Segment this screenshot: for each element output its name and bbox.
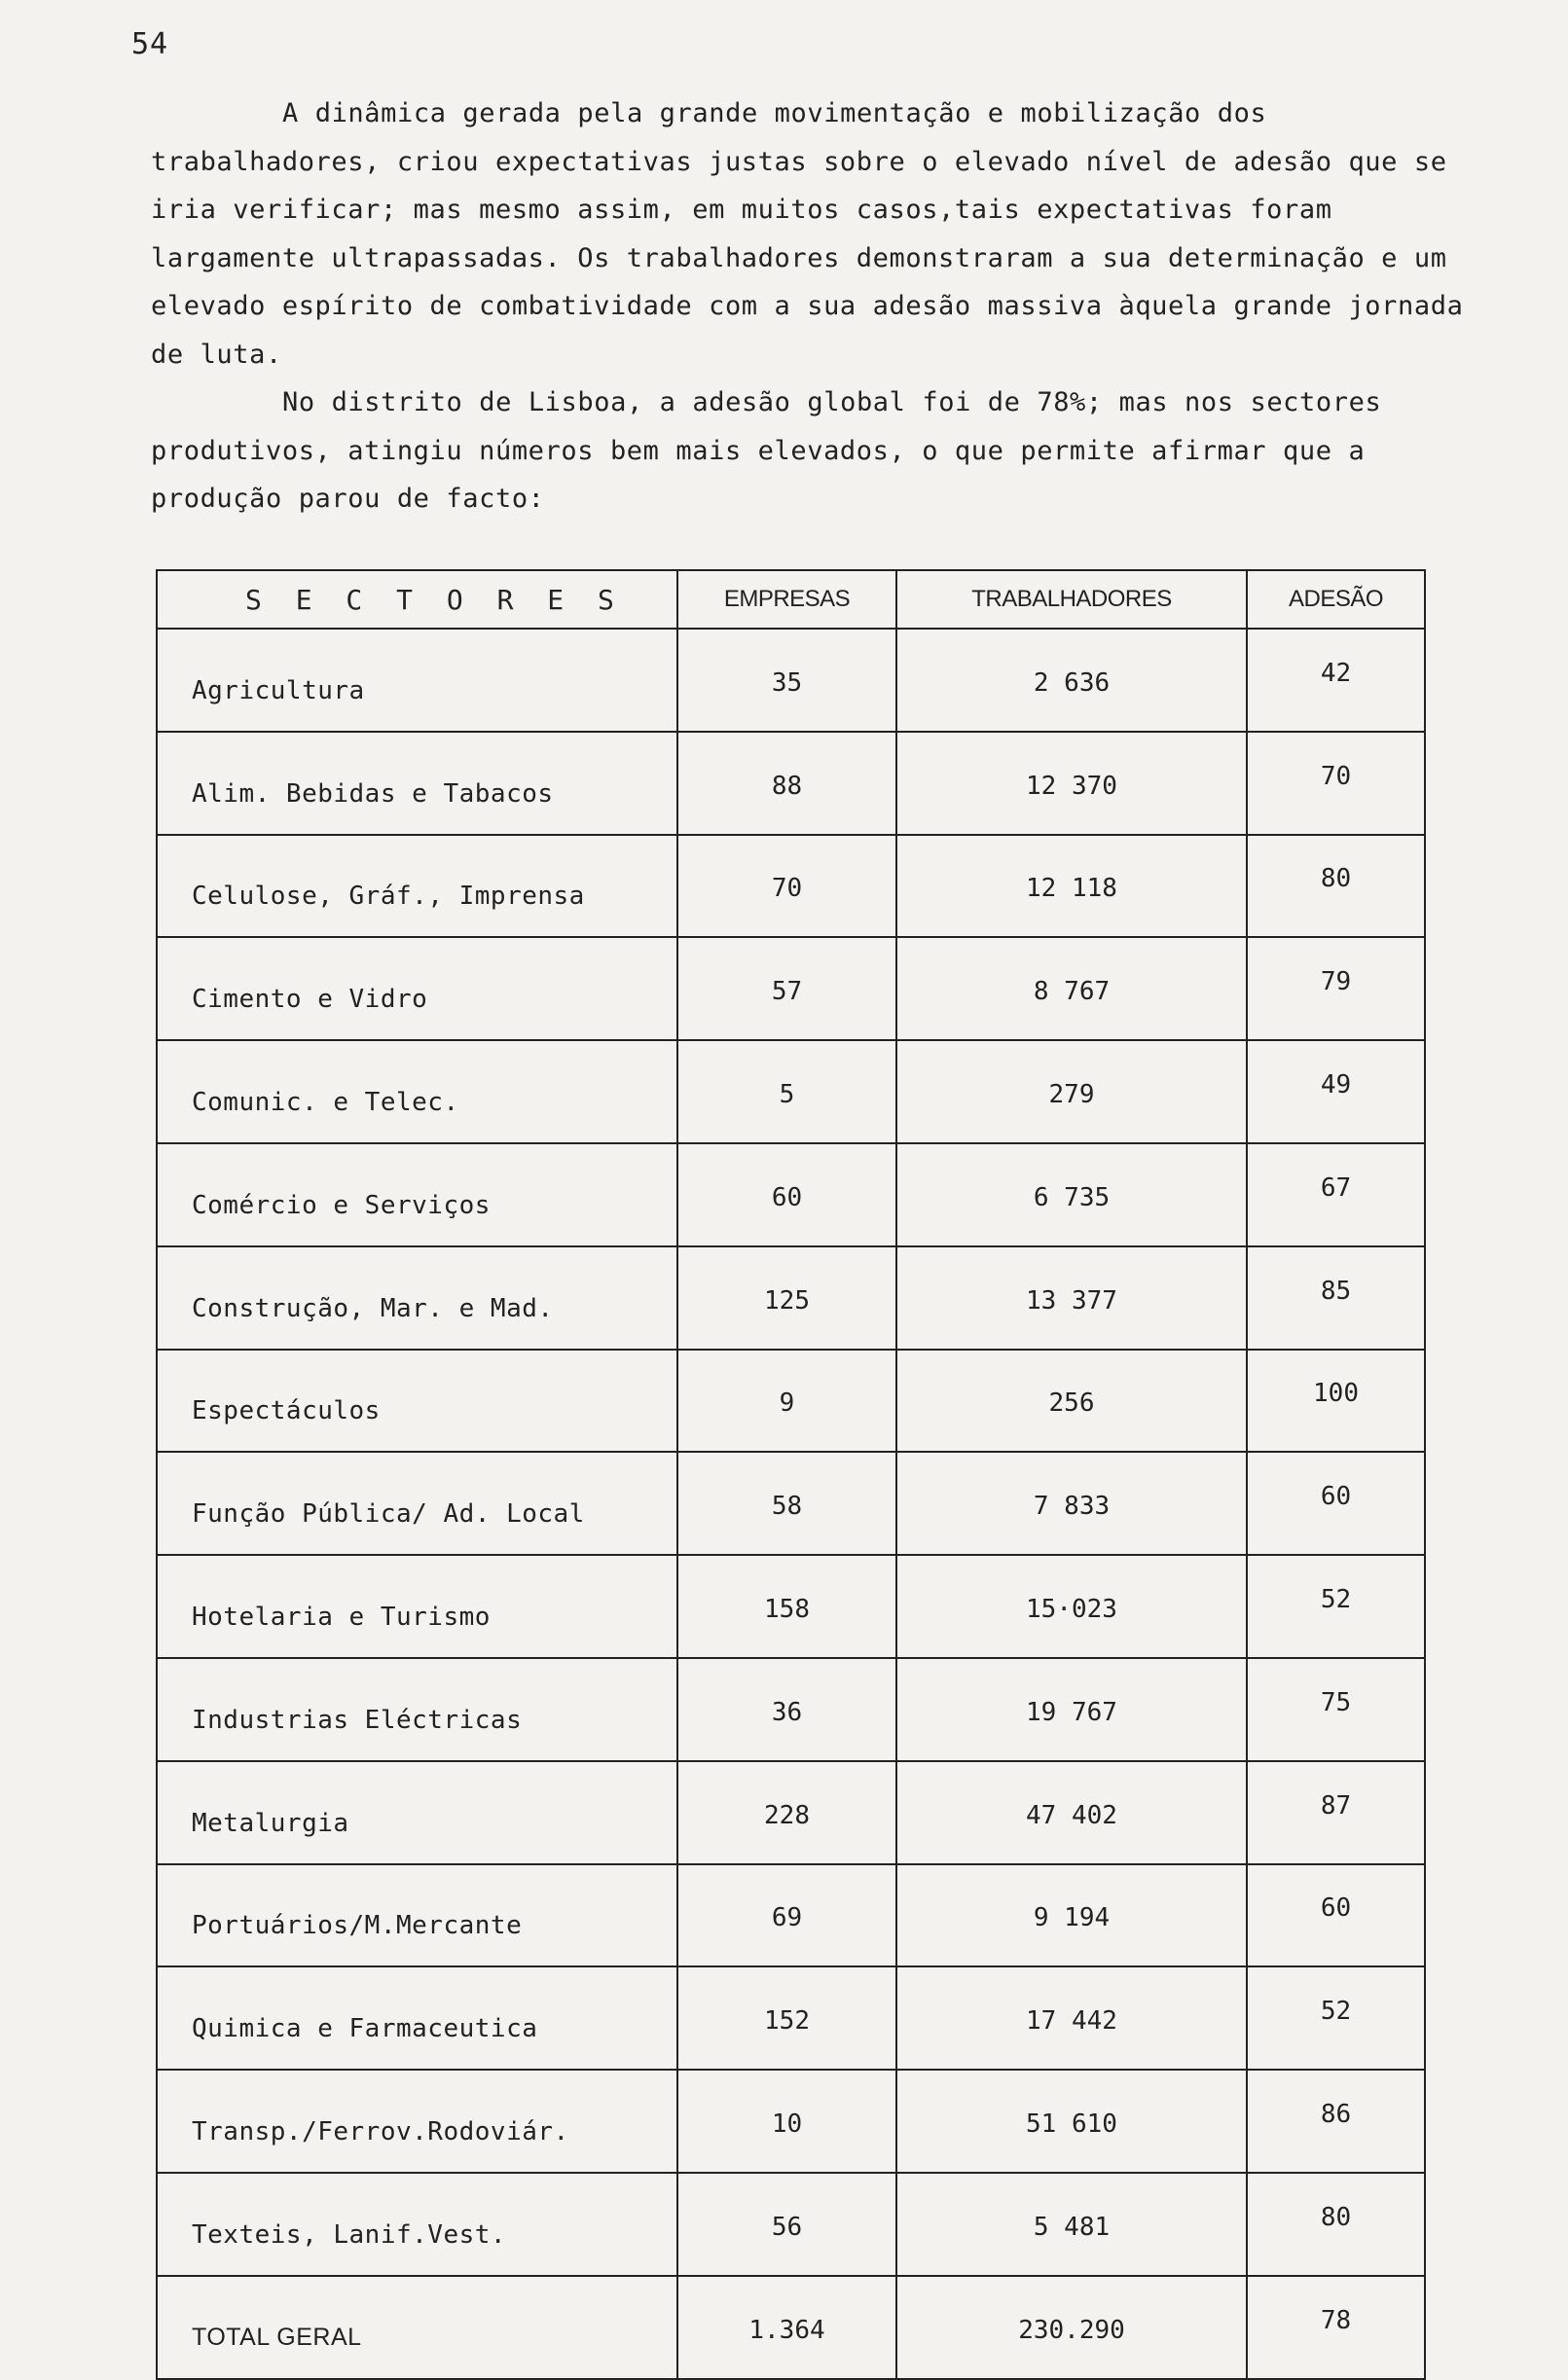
empresas-cell: 158 — [677, 1555, 896, 1658]
table-row — [157, 1555, 1425, 1658]
trabalhadores-cell: 12 118 — [896, 835, 1247, 938]
sector-cell: Espectáculos — [157, 1350, 677, 1453]
empresas-cell: 69 — [677, 1864, 896, 1967]
adesao-cell: 52 — [1247, 1966, 1425, 2070]
adhesion-table-wrapper — [156, 569, 1424, 2380]
trabalhadores-cell: 2 636 — [896, 629, 1247, 732]
adesao-cell: 42 — [1247, 629, 1425, 732]
table-row — [157, 2173, 1425, 2276]
total-trabalhadores: 230.290 — [896, 2276, 1247, 2379]
table-row — [157, 1350, 1425, 1453]
empresas-cell: 5 — [677, 1040, 896, 1143]
trabalhadores-cell: 5 481 — [896, 2173, 1247, 2276]
table-row — [157, 1143, 1425, 1246]
trabalhadores-cell: 17 442 — [896, 1966, 1247, 2070]
paragraph-2-text: No distrito de Lisboa, a adesão global foi de 78%; mas nos sectores produtivos, atingiu números bem mais elevados, o que permite afirmar que a produção parou de facto: — [151, 387, 1382, 514]
empresas-cell: 70 — [677, 835, 896, 938]
sector-cell: Comércio e Serviços — [157, 1143, 677, 1246]
sector-cell: Celulose, Gráf., Imprensa — [157, 835, 677, 938]
table-row — [157, 1864, 1425, 1967]
page-number: 54 — [131, 27, 169, 61]
sector-cell: Cimento e Vidro — [157, 937, 677, 1040]
adesao-cell: 60 — [1247, 1864, 1425, 1967]
trabalhadores-cell: 256 — [896, 1350, 1247, 1453]
trabalhadores-cell: 47 402 — [896, 1761, 1247, 1864]
adesao-cell: 80 — [1247, 835, 1425, 938]
empresas-cell: 36 — [677, 1658, 896, 1761]
header-trabalhadores: TRABALHADORES — [896, 570, 1247, 629]
table-row — [157, 1658, 1425, 1761]
sector-cell: Construção, Mar. e Mad. — [157, 1246, 677, 1350]
table-row — [157, 732, 1425, 835]
trabalhadores-cell: 19 767 — [896, 1658, 1247, 1761]
empresas-cell: 88 — [677, 732, 896, 835]
trabalhadores-cell: 15·023 — [896, 1555, 1247, 1658]
total-row — [157, 2276, 1425, 2379]
empresas-cell: 125 — [677, 1246, 896, 1350]
adesao-cell: 49 — [1247, 1040, 1425, 1143]
adesao-cell: 85 — [1247, 1246, 1425, 1350]
table-row — [157, 937, 1425, 1040]
empresas-cell: 228 — [677, 1761, 896, 1864]
sector-cell: Portuários/M.Mercante — [157, 1864, 677, 1967]
empresas-cell: 60 — [677, 1143, 896, 1246]
adesao-cell: 52 — [1247, 1555, 1425, 1658]
sector-cell: Agricultura — [157, 629, 677, 732]
trabalhadores-cell: 6 735 — [896, 1143, 1247, 1246]
trabalhadores-cell: 51 610 — [896, 2070, 1247, 2173]
adesao-cell: 86 — [1247, 2070, 1425, 2173]
sector-cell: Quimica e Farmaceutica — [157, 1966, 677, 2070]
table-row — [157, 1761, 1425, 1864]
header-empresas: EMPRESAS — [677, 570, 896, 629]
sector-cell: Função Pública/ Ad. Local — [157, 1452, 677, 1555]
trabalhadores-cell: 7 833 — [896, 1452, 1247, 1555]
paragraph-2 — [151, 379, 1465, 523]
adhesion-table — [156, 569, 1426, 2380]
total-adesao: 78 — [1247, 2276, 1425, 2379]
header-adesao: ADESÃO — [1247, 570, 1425, 629]
sector-cell: Hotelaria e Turismo — [157, 1555, 677, 1658]
sector-cell: Transp./Ferrov.Rodoviár. — [157, 2070, 677, 2173]
trabalhadores-cell: 279 — [896, 1040, 1247, 1143]
table-body — [157, 629, 1425, 2379]
table-row — [157, 1452, 1425, 1555]
header-sectores: S E C T O R E S — [157, 570, 677, 629]
table-row — [157, 1966, 1425, 2070]
adesao-cell: 60 — [1247, 1452, 1425, 1555]
table-row — [157, 1040, 1425, 1143]
adesao-cell: 87 — [1247, 1761, 1425, 1864]
trabalhadores-cell: 9 194 — [896, 1864, 1247, 1967]
sector-cell: Industrias Eléctricas — [157, 1658, 677, 1761]
sector-cell: Texteis, Lanif.Vest. — [157, 2173, 677, 2276]
table-row — [157, 2070, 1425, 2173]
empresas-cell: 58 — [677, 1452, 896, 1555]
total-label: TOTAL GERAL — [157, 2276, 677, 2379]
adesao-cell: 79 — [1247, 937, 1425, 1040]
table-row — [157, 835, 1425, 938]
empresas-cell: 56 — [677, 2173, 896, 2276]
empresas-cell: 9 — [677, 1350, 896, 1453]
paragraph-1 — [151, 90, 1465, 379]
table-row — [157, 1246, 1425, 1350]
total-empresas: 1.364 — [677, 2276, 896, 2379]
adesao-cell: 75 — [1247, 1658, 1425, 1761]
trabalhadores-cell: 12 370 — [896, 732, 1247, 835]
adesao-cell: 80 — [1247, 2173, 1425, 2276]
adesao-cell: 70 — [1247, 732, 1425, 835]
adesao-cell: 100 — [1247, 1350, 1425, 1453]
empresas-cell: 152 — [677, 1966, 896, 2070]
sector-cell: Alim. Bebidas e Tabacos — [157, 732, 677, 835]
empresas-cell: 10 — [677, 2070, 896, 2173]
trabalhadores-cell: 8 767 — [896, 937, 1247, 1040]
body-text — [151, 90, 1465, 523]
adesao-cell: 67 — [1247, 1143, 1425, 1246]
trabalhadores-cell: 13 377 — [896, 1246, 1247, 1350]
paragraph-1-text: A dinâmica gerada pela grande movimentação e mobilização dos trabalhadores, criou expectativas justas sobre o elevado nível de adesão que se iria verificar; mas mesmo assim, em muitos casos,tais expectativas foram largamente ultrapassadas. Os trabalhadores demonstraram a sua determinação e um elevado espírito de combatividade com a sua adesão massiva àquela grande jornada de luta. — [151, 98, 1464, 370]
table-header-row — [157, 570, 1425, 629]
table-row — [157, 629, 1425, 732]
sector-cell: Comunic. e Telec. — [157, 1040, 677, 1143]
empresas-cell: 57 — [677, 937, 896, 1040]
sector-cell: Metalurgia — [157, 1761, 677, 1864]
empresas-cell: 35 — [677, 629, 896, 732]
